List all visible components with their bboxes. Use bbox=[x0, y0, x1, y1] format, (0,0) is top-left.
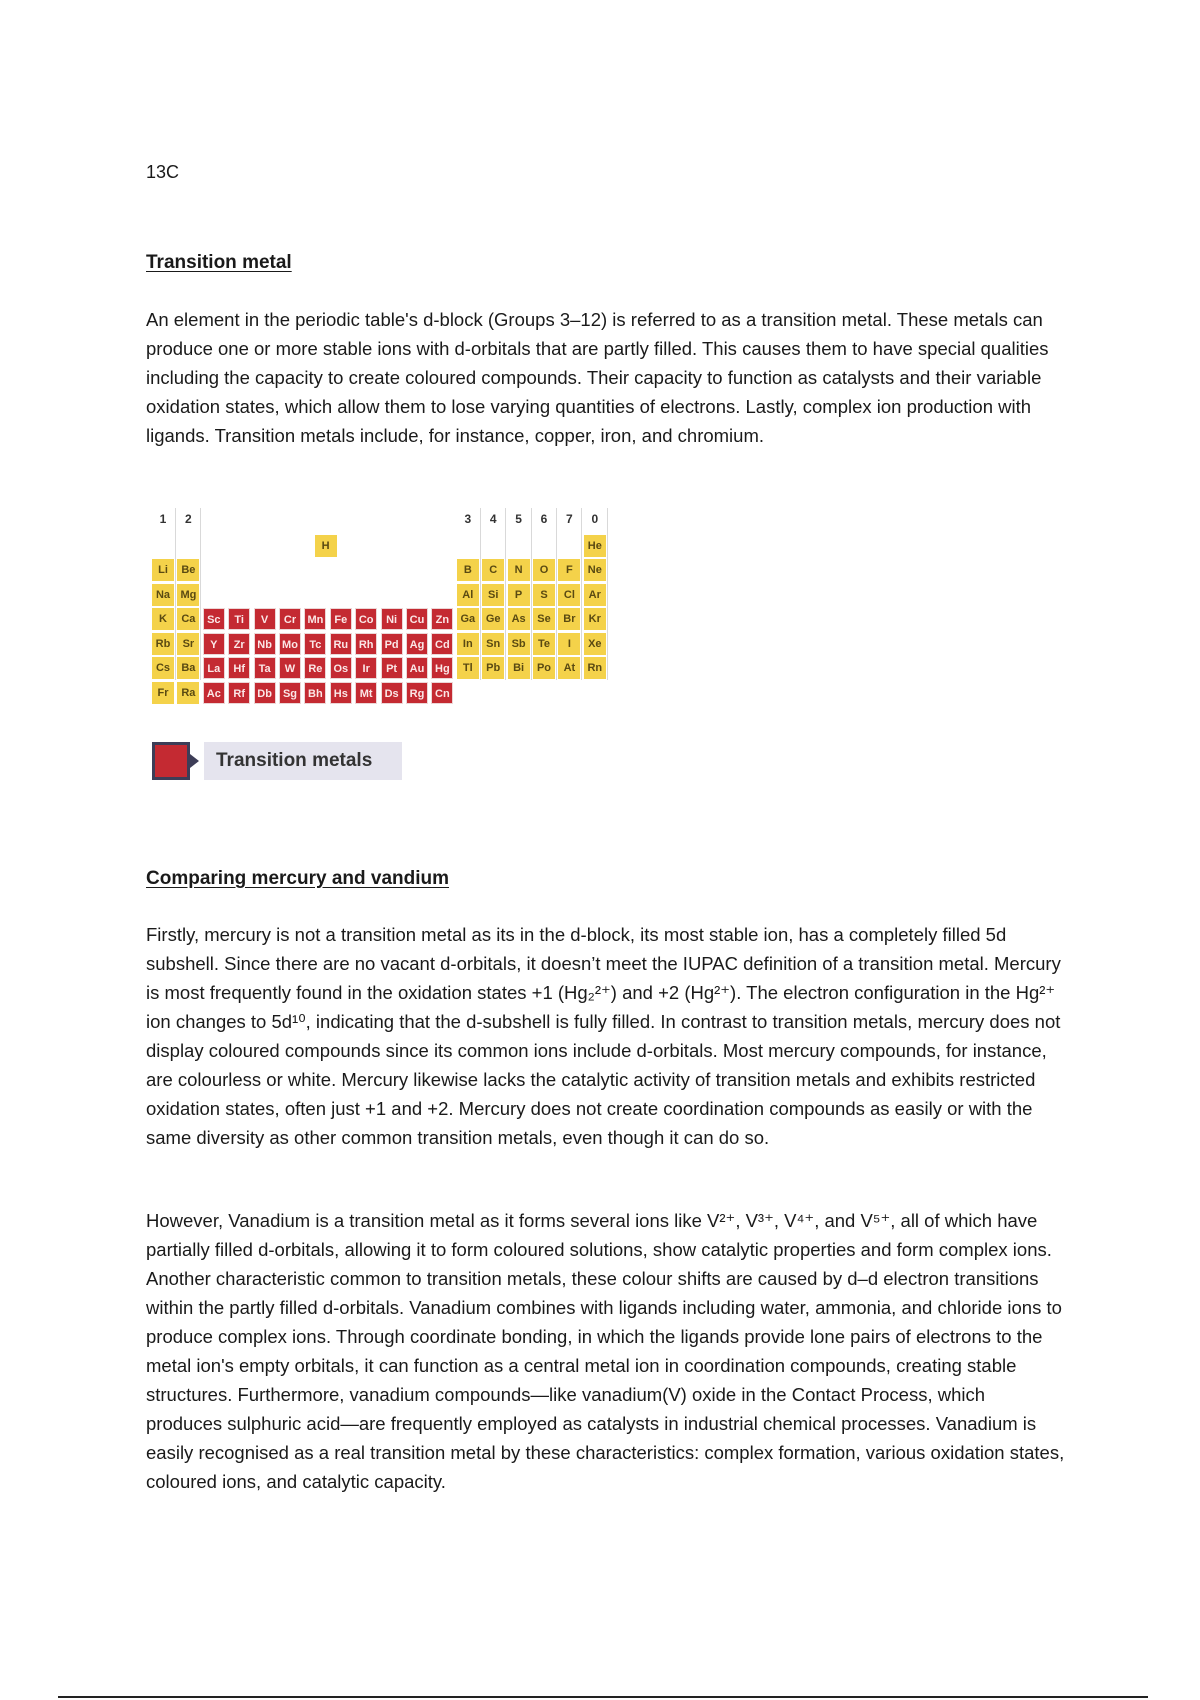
column-guide bbox=[505, 508, 506, 680]
element-cell: S bbox=[533, 584, 555, 606]
element-cell-transition: Db bbox=[254, 682, 276, 704]
column-guide bbox=[531, 508, 532, 680]
paragraph-vanadium: However, Vanadium is a transition metal as it forms several ions like V²⁺, V³⁺, V⁴⁺, and V⁵⁺, all of which have partially filled d-orbitals, allowing it to form coloured solutions, show catalytic properties and form complex ions. Another characteristic common to transition metals, these colour shifts are caused by d–d electron transitions within the partly filled d-orbitals. Vanadium combines with ligands including water, ammonia, and chloride ions to produce complex ions. Through coordinate bonding, in which the ligands provide lone pairs of electrons to the metal ion's empty orbitals, it can function as a central metal ion in coordination compounds, creating stable structures. Furthermore, vanadium compounds—like vanadium(V) oxide in the Contact Process, which produces sulphuric acid—are frequently employed as catalysts in industrial chemical processes. Vanadium is easily recognised as a real transition metal by these characteristics: complex formation, various oxidation states, coloured ions, and catalytic capacity. bbox=[146, 1210, 1065, 1492]
element-cell: Sr bbox=[177, 633, 199, 655]
element-cell: Cl bbox=[558, 584, 580, 606]
element-cell-transition: Rf bbox=[228, 682, 250, 704]
group-header: 6 bbox=[540, 512, 548, 526]
element-cell: I bbox=[558, 633, 580, 655]
element-cell-transition: Fe bbox=[330, 608, 352, 630]
column-guide bbox=[200, 508, 201, 680]
element-cell: P bbox=[508, 584, 530, 606]
element-cell-transition: Ac bbox=[203, 682, 225, 704]
column-guide bbox=[175, 508, 176, 680]
element-cell: Cs bbox=[152, 657, 174, 679]
legend-swatch bbox=[152, 742, 190, 780]
periodic-table bbox=[152, 508, 608, 716]
element-cell: Mg bbox=[177, 584, 199, 606]
element-cell-transition: Os bbox=[330, 657, 352, 679]
column-guide bbox=[480, 508, 481, 680]
element-cell-transition: Pd bbox=[381, 633, 403, 655]
paragraph-transition-metal: An element in the periodic table's d-block (Groups 3–12) is referred to as a transition metal. These metals can produce one or more stable ions with d-orbitals that are partly filled. This causes them to have special qualities including the capacity to create coloured compounds. Their capacity to function as catalysts and their variable oxidation states, which allow them to lose varying quantities of electrons. Lastly, complex ion production with ligands. Transition metals include, for instance, copper, iron, and chromium. bbox=[146, 309, 1049, 446]
element-cell-transition: Tc bbox=[304, 633, 326, 655]
element-cell: Tl bbox=[457, 657, 479, 679]
element-cell: In bbox=[457, 633, 479, 655]
element-cell: Al bbox=[457, 584, 479, 606]
element-cell: Si bbox=[482, 584, 504, 606]
element-cell: Te bbox=[533, 633, 555, 655]
group-header: 2 bbox=[185, 512, 192, 526]
element-cell: Ge bbox=[482, 608, 504, 630]
group-header: 7 bbox=[566, 512, 573, 526]
element-cell: Kr bbox=[584, 608, 606, 630]
element-cell-transition: Mt bbox=[355, 682, 377, 704]
element-cell-transition: Zn bbox=[431, 608, 453, 630]
element-cell: Ar bbox=[584, 584, 606, 606]
element-cell: Se bbox=[533, 608, 555, 630]
element-cell-transition: Ni bbox=[381, 608, 403, 630]
element-cell: Sn bbox=[482, 633, 504, 655]
section-heading-transition-metal: Transition metal bbox=[146, 252, 292, 273]
element-cell: Pb bbox=[482, 657, 504, 679]
element-cell: Br bbox=[558, 608, 580, 630]
element-cell-transition: Re bbox=[304, 657, 326, 679]
page-label: 13C bbox=[146, 162, 180, 182]
group-header: 1 bbox=[159, 512, 167, 526]
element-cell-transition: Hg bbox=[431, 657, 453, 679]
element-cell-transition: W bbox=[279, 657, 301, 679]
element-cell: Xe bbox=[584, 633, 606, 655]
element-cell-transition: Nb bbox=[254, 633, 276, 655]
section-heading-mercury-vanadium: Comparing mercury and vandium bbox=[146, 868, 450, 889]
group-header: 3 bbox=[464, 512, 472, 526]
element-cell-transition: Sg bbox=[279, 682, 301, 704]
element-cell-transition: V bbox=[254, 608, 276, 630]
element-cell: Rb bbox=[152, 633, 174, 655]
element-cell: Ba bbox=[177, 657, 199, 679]
element-cell: Fr bbox=[152, 682, 174, 704]
element-cell: Ra bbox=[177, 682, 199, 704]
element-cell-transition: Ag bbox=[406, 633, 428, 655]
element-cell-transition: Ti bbox=[228, 608, 250, 630]
footer-rule bbox=[58, 1696, 1148, 1698]
element-cell-transition: Ta bbox=[254, 657, 276, 679]
element-cell-transition: Hs bbox=[330, 682, 352, 704]
element-cell-transition: Hf bbox=[228, 657, 250, 679]
element-cell-transition: Co bbox=[355, 608, 377, 630]
element-cell: At bbox=[558, 657, 580, 679]
element-cell: N bbox=[508, 559, 530, 581]
group-header: 5 bbox=[515, 512, 522, 526]
element-cell-transition: Au bbox=[406, 657, 428, 679]
element-cell-transition: Zr bbox=[228, 633, 250, 655]
element-cell: Be bbox=[177, 559, 199, 581]
legend bbox=[152, 742, 402, 780]
element-cell-transition: Bh bbox=[304, 682, 326, 704]
element-cell-transition: Ir bbox=[355, 657, 377, 679]
legend-label: Transition metals bbox=[204, 742, 402, 780]
element-cell: Ga bbox=[457, 608, 479, 630]
element-cell-transition: Cd bbox=[431, 633, 453, 655]
element-cell: Sb bbox=[508, 633, 530, 655]
element-cell-transition: Mn bbox=[304, 608, 326, 630]
column-guide bbox=[581, 508, 582, 680]
element-cell-transition: Pt bbox=[381, 657, 403, 679]
element-cell: K bbox=[152, 608, 174, 630]
element-cell: F bbox=[558, 559, 580, 581]
element-cell: O bbox=[533, 559, 555, 581]
element-cell-transition: Rg bbox=[406, 682, 428, 704]
element-cell-transition: Cn bbox=[431, 682, 453, 704]
element-cell-transition: Ru bbox=[330, 633, 352, 655]
element-cell: As bbox=[508, 608, 530, 630]
element-cell-transition: Mo bbox=[279, 633, 301, 655]
element-cell: B bbox=[457, 559, 479, 581]
element-cell: Po bbox=[533, 657, 555, 679]
element-cell: Ne bbox=[584, 559, 606, 581]
paragraph-mercury: Firstly, mercury is not a transition metal as its in the d-block, its most stable ion, has a completely filled 5d subshell. Since there are no vacant d-orbitals, it doesn’t meet the IUPAC definition of a transition metal. Mercury is most frequently found in the oxidation states +1 (Hg₂²⁺) and +2 (Hg²⁺). The electron configuration in the Hg²⁺ ion changes to 5d¹⁰, indicating that the d-subshell is fully filled. In contrast to transition metals, mercury does not display coloured compounds since its common ions include d-orbitals. Most mercury compounds, for instance, are colourless or white. Mercury likewise lacks the catalytic activity of transition metals and exhibits restricted oxidation states, often just +1 and +2. Mercury does not create coordination compounds as easily or with the same diversity as other common transition metals, even though it can do so. bbox=[146, 924, 1061, 1148]
group-header: 0 bbox=[591, 512, 599, 526]
element-cell-transition: Y bbox=[203, 633, 225, 655]
element-cell-transition: La bbox=[203, 657, 225, 679]
element-cell: Na bbox=[152, 584, 174, 606]
element-cell: Rn bbox=[584, 657, 606, 679]
element-cell: C bbox=[482, 559, 504, 581]
column-guide bbox=[556, 508, 557, 680]
element-cell-transition: Sc bbox=[203, 608, 225, 630]
column-guide bbox=[607, 508, 608, 680]
element-cell-transition: Cu bbox=[406, 608, 428, 630]
element-cell: Li bbox=[152, 559, 174, 581]
element-cell-transition: Ds bbox=[381, 682, 403, 704]
element-cell: Ca bbox=[177, 608, 199, 630]
legend-arrow-icon bbox=[190, 754, 199, 768]
element-cell-transition: Cr bbox=[279, 608, 301, 630]
element-cell: He bbox=[584, 535, 606, 557]
element-cell-transition: Rh bbox=[355, 633, 377, 655]
element-cell: H bbox=[315, 535, 337, 557]
group-header: 4 bbox=[489, 512, 497, 526]
element-cell: Bi bbox=[508, 657, 530, 679]
